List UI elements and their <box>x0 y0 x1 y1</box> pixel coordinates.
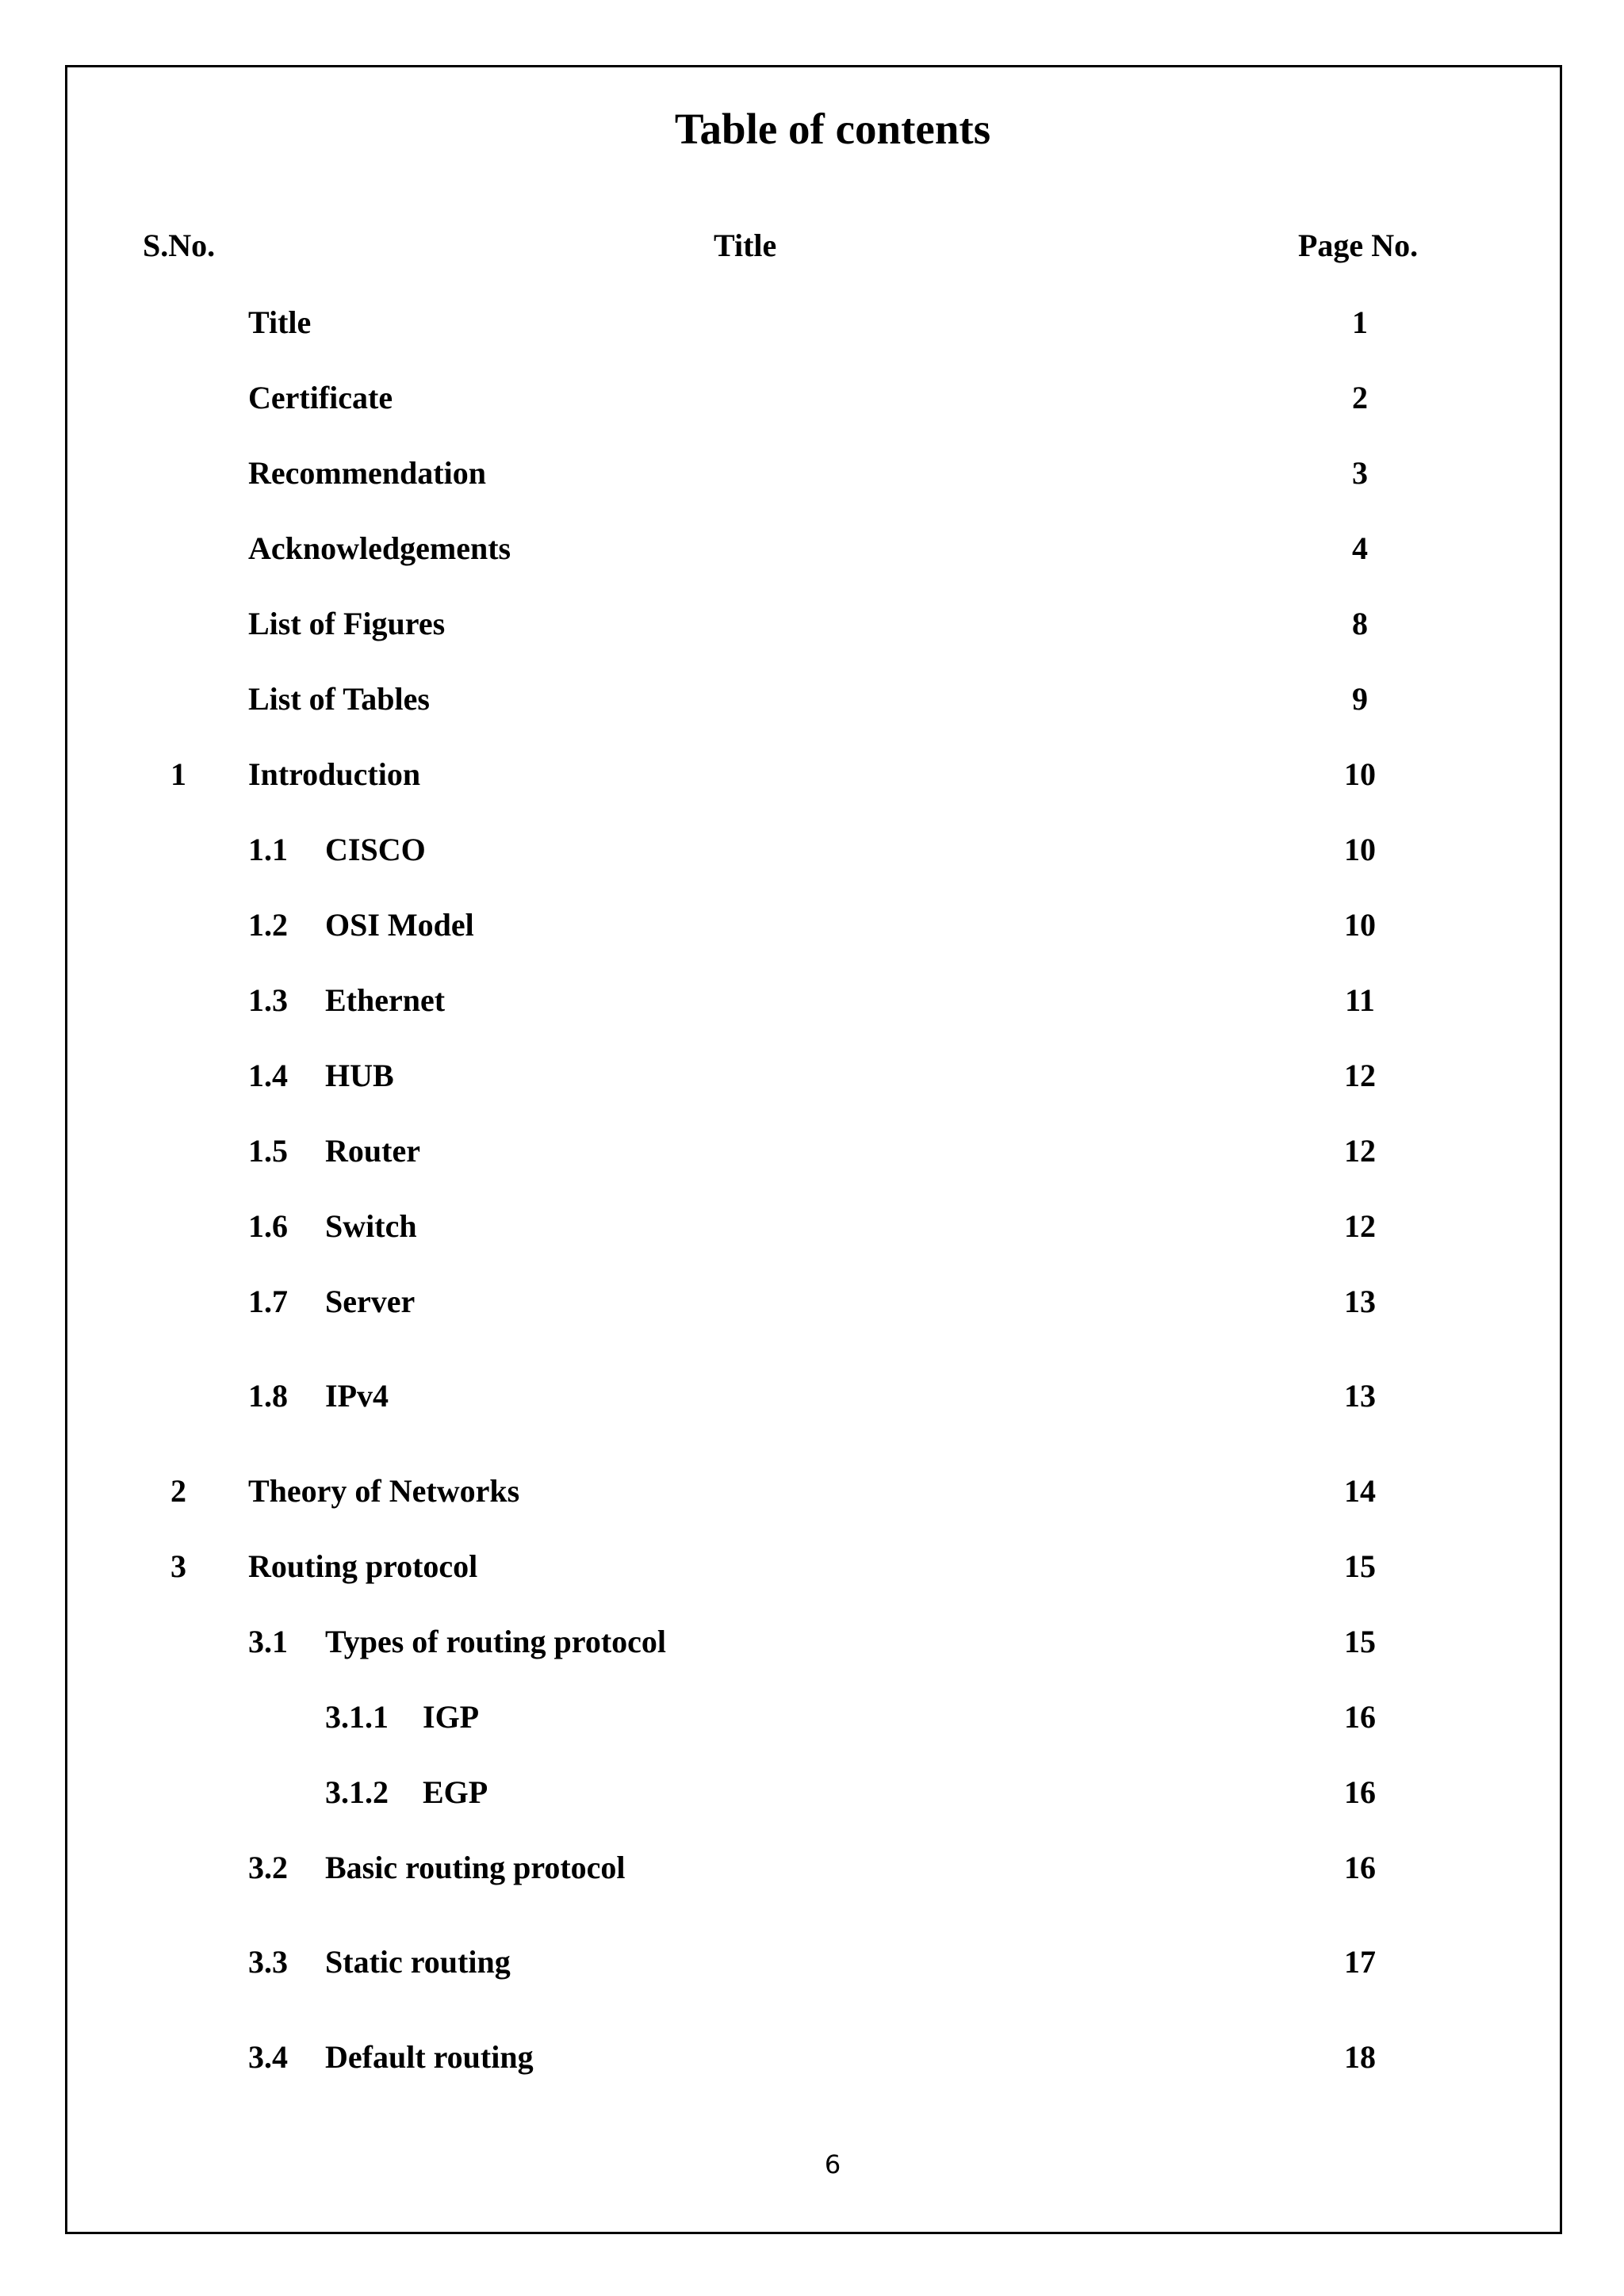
toc-entry-label: Ethernet <box>325 982 446 1018</box>
toc-entry-label: Certificate <box>248 380 393 415</box>
toc-entry <box>0 1693 1624 1741</box>
toc-entry <box>0 1543 1624 1590</box>
toc-entry-page: 16 <box>1344 1850 1376 1885</box>
toc-entry <box>0 600 1624 648</box>
toc-entry-sno: 1 <box>170 756 186 792</box>
toc-entry <box>0 826 1624 874</box>
toc-entry-label: OSI Model <box>325 907 474 943</box>
toc-entry-page: 14 <box>1344 1473 1376 1509</box>
toc-entry <box>0 977 1624 1024</box>
toc-entry-page: 1 <box>1352 304 1368 340</box>
toc-entry-page: 16 <box>1344 1774 1376 1810</box>
toc-entry-page: 10 <box>1344 832 1376 867</box>
toc-entry <box>0 1938 1624 1986</box>
toc-entry <box>0 1278 1624 1326</box>
toc-entry-number: 1.6 <box>248 1208 288 1244</box>
toc-entry-sno: 3 <box>170 1548 186 1584</box>
toc-entry-label: Switch <box>325 1208 417 1244</box>
toc-entry <box>0 299 1624 346</box>
toc-entry-page: 17 <box>1344 1944 1376 1980</box>
toc-entry-label: Routing protocol <box>248 1548 478 1584</box>
toc-entry-page: 2 <box>1352 380 1368 415</box>
toc-entry-label: CISCO <box>325 832 426 867</box>
toc-entry-number: 1.2 <box>248 907 288 943</box>
column-header-title: Title <box>714 228 777 263</box>
toc-entry-label: Introduction <box>248 756 421 792</box>
column-header-sno: S.No. <box>143 228 216 263</box>
toc-entry-page: 16 <box>1344 1699 1376 1735</box>
toc-entry-label: Title <box>248 304 312 340</box>
toc-entry-number: 1.4 <box>248 1058 288 1093</box>
toc-entry-label: IPv4 <box>325 1378 389 1414</box>
toc-entry-label: Router <box>325 1133 420 1169</box>
toc-entry-page: 13 <box>1344 1284 1376 1319</box>
toc-entry-number: 1.7 <box>248 1284 288 1319</box>
toc-entry-page: 12 <box>1344 1208 1376 1244</box>
toc-entry-label: Types of routing protocol <box>325 1624 667 1659</box>
toc-entry-label: Default routing <box>325 2039 534 2075</box>
toc-entry-label: Acknowledgements <box>248 530 511 566</box>
toc-entry-page: 15 <box>1344 1548 1376 1584</box>
toc-entry-label: Basic routing protocol <box>325 1850 626 1885</box>
toc-entry-number: 3.1.1 <box>325 1699 389 1735</box>
toc-entry <box>0 1844 1624 1892</box>
toc-entry-page: 11 <box>1345 982 1375 1018</box>
toc-heading: Table of contents <box>674 105 991 153</box>
toc-entry-label: Server <box>325 1284 416 1319</box>
page-number: 6 <box>824 2149 841 2179</box>
toc-entry <box>0 1769 1624 1816</box>
toc-entry-label: Static routing <box>325 1944 511 1980</box>
toc-entry <box>0 1127 1624 1175</box>
toc-entry-sno: 2 <box>170 1473 186 1509</box>
toc-entry-page: 12 <box>1344 1058 1376 1093</box>
toc-entry-page: 9 <box>1352 681 1368 717</box>
toc-entry-page: 18 <box>1344 2039 1376 2075</box>
toc-entry-number: 3.2 <box>248 1850 288 1885</box>
toc-entry <box>0 1468 1624 1515</box>
toc-entry-page: 4 <box>1352 530 1368 566</box>
toc-entry-page: 10 <box>1344 756 1376 792</box>
toc-entry <box>0 1618 1624 1666</box>
toc-entry-label: List of Tables <box>248 681 430 717</box>
toc-entry-label: HUB <box>325 1058 394 1093</box>
toc-entry <box>0 901 1624 949</box>
toc-entry-number: 3.1.2 <box>325 1774 389 1810</box>
toc-entry-number: 3.1 <box>248 1624 288 1659</box>
toc-entry-label: Recommendation <box>248 455 486 491</box>
toc-entry-number: 1.3 <box>248 982 288 1018</box>
toc-entry-label: Theory of Networks <box>248 1473 520 1509</box>
toc-entry-label: EGP <box>423 1774 488 1810</box>
toc-entry-number: 1.1 <box>248 832 288 867</box>
toc-entry-page: 3 <box>1352 455 1368 491</box>
toc-entry <box>0 450 1624 497</box>
toc-entry-label: IGP <box>423 1699 480 1735</box>
toc-entry-number: 3.3 <box>248 1944 288 1980</box>
toc-entry <box>0 525 1624 572</box>
toc-entry-label: List of Figures <box>248 606 446 641</box>
toc-entry <box>0 1372 1624 1420</box>
toc-entry <box>0 374 1624 422</box>
column-header-page: Page No. <box>1298 228 1419 263</box>
toc-entry-number: 1.8 <box>248 1378 288 1414</box>
toc-entry-page: 8 <box>1352 606 1368 641</box>
toc-entry-number: 1.5 <box>248 1133 288 1169</box>
toc-entry-page: 12 <box>1344 1133 1376 1169</box>
toc-entry <box>0 751 1624 798</box>
toc-entry-page: 10 <box>1344 907 1376 943</box>
toc-entry <box>0 2034 1624 2081</box>
toc-entry-page: 13 <box>1344 1378 1376 1414</box>
toc-entry-page: 15 <box>1344 1624 1376 1659</box>
toc-entry <box>0 1052 1624 1100</box>
toc-entry-number: 3.4 <box>248 2039 288 2075</box>
toc-entry <box>0 1203 1624 1250</box>
toc-entry <box>0 675 1624 723</box>
